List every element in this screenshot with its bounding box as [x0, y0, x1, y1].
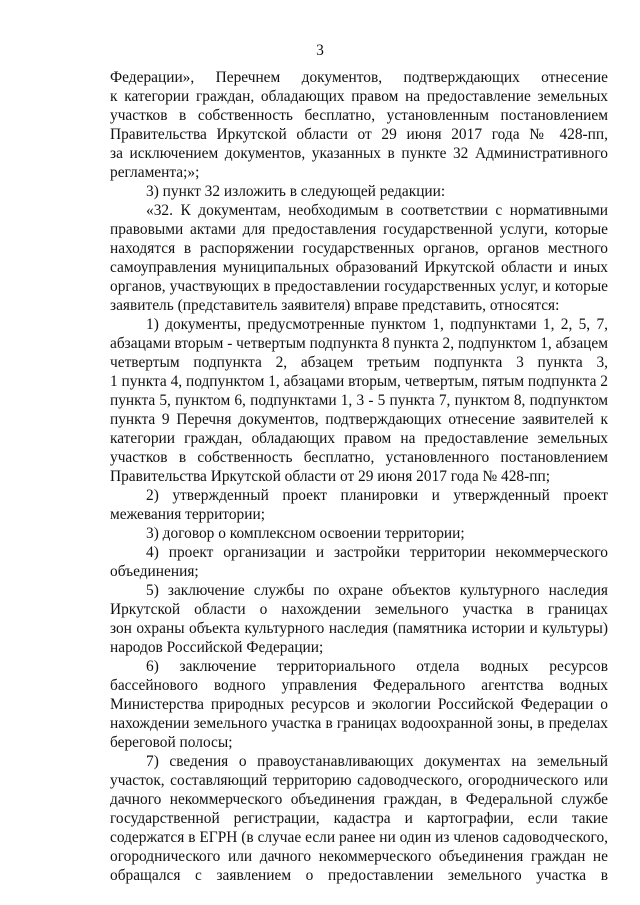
text-line: 4) проект организации и застройки территории некоммерческого — [146, 544, 608, 561]
text-line: органов, участвующих в предоставлении государственных услуг, и которые — [110, 278, 608, 295]
text-line: 1 пункта 4, подпунктом 1, абзацами вторым, четвертым, пятым подпункта 2 — [110, 373, 608, 390]
text-line: содержатся в ЕГРН (в случае если ранее ни один из членов садоводческого, — [110, 829, 608, 846]
text-line: Правительства Иркутской области от 29 июня 2017 года № 428-пп; — [110, 468, 550, 485]
text-line: 1) документы, предусмотренные пунктом 1, подпунктами 1, 2, 5, 7, — [146, 316, 608, 333]
text-line: государственной регистрации, кадастра и картографии, если такие — [110, 810, 608, 827]
text-line: категории граждан, обладающих правом на предоставление земельных — [110, 430, 608, 447]
text-line: участков в собственность бесплатно, установленным постановлением — [110, 107, 608, 124]
text-line: правовыми актами для предоставления государственной услуги, которые — [110, 221, 608, 238]
text-line: 3) договор о комплексном освоении территории; — [146, 525, 465, 542]
page-number: 3 — [316, 42, 324, 59]
text-line: Федерации», Перечнем документов, подтверждающих отнесение — [110, 69, 608, 86]
text-line: межевания территории; — [110, 506, 265, 523]
text-line: 7) сведения о правоустанавливающих документах на земельный — [146, 753, 608, 770]
text-line: Иркутской области о нахождении земельного участка в границах — [110, 601, 608, 618]
text-line: Министерства природных ресурсов и экологии Российской Федерации о — [110, 696, 608, 713]
text-line: бассейнового водного управления Федерального агентства водных — [110, 677, 608, 694]
text-line: заявитель (представитель заявителя) вправе представить, относятся: — [110, 297, 560, 314]
text-line: четвертым подпункта 2, абзацем третьим подпункта 3 пункта 3, — [110, 354, 608, 371]
text-line: народов Российской Федерации; — [110, 639, 324, 656]
text-line: находятся в распоряжении государственных органов, органов местного — [110, 240, 608, 257]
text-line: дачного некоммерческого объединения граждан, в Федеральной службе — [110, 791, 608, 808]
text-line: к категории граждан, обладающих правом на предоставление земельных — [110, 88, 608, 105]
text-line: огороднического или дачного некоммерческого объединения граждан не — [110, 848, 608, 865]
text-line: регламента;»; — [110, 164, 200, 181]
text-line: зон охраны объекта культурного наследия (памятника истории и культуры) — [110, 620, 608, 637]
text-line: абзацами вторым - четвертым подпункта 8 пункта 2, подпунктом 1, абзацем — [110, 335, 608, 352]
text-line: 2) утвержденный проект планировки и утвержденный проект — [146, 487, 608, 504]
text-line: обращался с заявлением о предоставлении земельного участка в — [110, 867, 608, 884]
text-line: Правительства Иркутской области от 29 июня 2017 года № 428-пп, — [110, 126, 608, 143]
text-line: «32. К документам, необходимым в соответствии с нормативными — [146, 202, 608, 219]
text-line: пункта 5, пунктом 6, подпунктами 1, 3 - 5 пункта 7, пунктом 8, подпунктом — [110, 392, 608, 409]
document-body — [110, 68, 608, 885]
text-line: участок, составляющий территорию садоводческого, огороднического или — [110, 772, 608, 789]
text-line: объединения; — [110, 563, 199, 580]
text-line: за исключением документов, указанных в пункте 32 Административного — [110, 145, 608, 162]
text-line: нахождении земельного участка в границах водоохранной зоны, в пределах — [110, 715, 608, 732]
text-line: пункта 9 Перечня документов, подтверждающих отнесение заявителей к — [110, 411, 608, 428]
text-line: 3) пункт 32 изложить в следующей редакции: — [146, 183, 446, 200]
text-line: 6) заключение территориального отдела водных ресурсов — [146, 658, 608, 675]
text-line: береговой полосы; — [110, 734, 233, 751]
text-line: 5) заключение службы по охране объектов культурного наследия — [146, 582, 608, 599]
text-line: самоуправления муниципальных образований Иркутской области и иных — [110, 259, 608, 276]
text-line: участков в собственность бесплатно, установленного постановлением — [110, 449, 608, 466]
